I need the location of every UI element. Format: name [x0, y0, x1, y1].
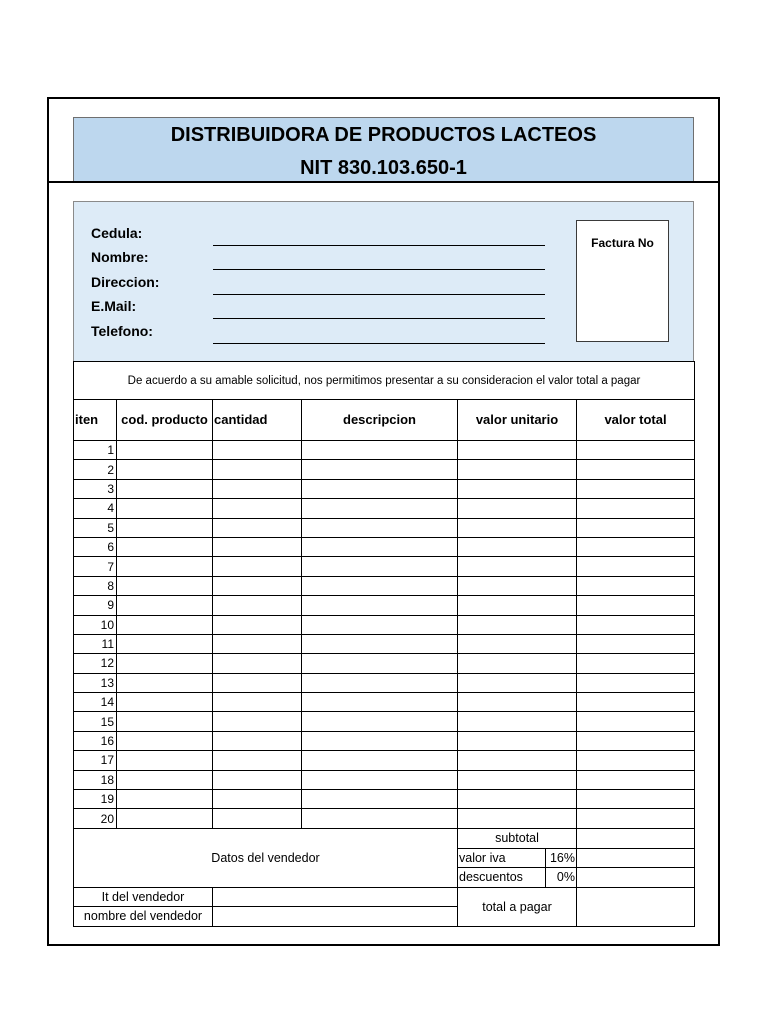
subtotal-row — [74, 828, 695, 848]
table-row — [74, 654, 695, 673]
cell-descripcion — [302, 751, 458, 770]
table-row — [74, 499, 695, 518]
cell-valor-total — [577, 790, 695, 809]
cell-valor-unitario — [458, 576, 577, 595]
direccion-field — [91, 273, 551, 295]
cell-cod-producto — [117, 576, 213, 595]
cell-valor-total — [577, 576, 695, 595]
cell-iten: 2 — [74, 460, 117, 479]
cell-descripcion — [302, 479, 458, 498]
cell-valor-unitario — [458, 751, 577, 770]
cell-valor-total — [577, 537, 695, 556]
cell-valor-unitario — [458, 693, 577, 712]
nombre-field — [91, 248, 551, 270]
cell-valor-total — [577, 731, 695, 750]
cell-iten: 16 — [74, 731, 117, 750]
cell-valor-unitario — [458, 596, 577, 615]
cell-descripcion — [302, 809, 458, 828]
cell-valor-total — [577, 809, 695, 828]
telefono-field — [91, 322, 551, 344]
cell-iten: 13 — [74, 673, 117, 692]
intro-text: De acuerdo a su amable solicitud, nos permitimos presentar a su consideracion el valor total a pagar — [74, 362, 695, 400]
table-row — [74, 634, 695, 653]
cell-iten: 8 — [74, 576, 117, 595]
table-row — [74, 693, 695, 712]
cell-cod-producto — [117, 790, 213, 809]
descuentos-rate: 0% — [546, 867, 577, 887]
table-row — [74, 596, 695, 615]
cell-descripcion — [302, 499, 458, 518]
cell-iten: 5 — [74, 518, 117, 537]
nombre-label: Nombre: — [91, 249, 149, 266]
cell-cod-producto — [117, 518, 213, 537]
table-row — [74, 479, 695, 498]
cell-descripcion — [302, 673, 458, 692]
cell-cantidad — [213, 634, 302, 653]
cell-valor-total — [577, 770, 695, 789]
nit-number: NIT 830.103.650-1 — [300, 157, 467, 179]
table-row — [74, 615, 695, 634]
cedula-field — [91, 224, 551, 246]
cell-valor-unitario — [458, 557, 577, 576]
cell-iten: 20 — [74, 809, 117, 828]
cell-cod-producto — [117, 615, 213, 634]
cell-descripcion — [302, 596, 458, 615]
nombre-blank-line — [213, 269, 545, 270]
cell-descripcion — [302, 518, 458, 537]
cell-valor-total — [577, 518, 695, 537]
cell-descripcion — [302, 790, 458, 809]
cell-iten: 18 — [74, 770, 117, 789]
invoice-number-label: Factura No — [591, 236, 654, 250]
cell-cantidad — [213, 693, 302, 712]
table-row — [74, 751, 695, 770]
cell-iten: 14 — [74, 693, 117, 712]
cell-cantidad — [213, 731, 302, 750]
seller-id-row — [74, 887, 695, 906]
cell-valor-unitario — [458, 460, 577, 479]
cell-descripcion — [302, 634, 458, 653]
iva-value — [577, 848, 695, 867]
cell-descripcion — [302, 576, 458, 595]
telefono-blank-line — [213, 343, 545, 344]
cell-iten: 9 — [74, 596, 117, 615]
cell-cod-producto — [117, 479, 213, 498]
direccion-blank-line — [213, 294, 545, 295]
cell-cantidad — [213, 557, 302, 576]
cell-cantidad — [213, 751, 302, 770]
company-name: DISTRIBUIDORA DE PRODUCTOS LACTEOS — [170, 124, 597, 146]
cell-valor-total — [577, 615, 695, 634]
col-header-iten: iten — [74, 400, 117, 441]
table-header-row — [74, 400, 695, 441]
cell-cod-producto — [117, 673, 213, 692]
cell-cantidad — [213, 499, 302, 518]
email-label: E.Mail: — [91, 298, 137, 315]
cell-valor-unitario — [458, 499, 577, 518]
col-header-cantidad: cantidad — [213, 400, 302, 441]
table-row — [74, 712, 695, 731]
direccion-label: Direccion: — [91, 273, 160, 290]
cell-valor-total — [577, 654, 695, 673]
cell-valor-total — [577, 712, 695, 731]
seller-id-label: It del vendedor — [74, 887, 213, 906]
col-header-valor-unitario: valor unitario — [458, 400, 577, 441]
subtotal-label: subtotal — [458, 828, 577, 848]
cell-cantidad — [213, 518, 302, 537]
cell-valor-unitario — [458, 441, 577, 460]
col-header-descripcion: descripcion — [302, 400, 458, 441]
cell-cod-producto — [117, 634, 213, 653]
cell-cod-producto — [117, 712, 213, 731]
cell-valor-total — [577, 634, 695, 653]
cell-iten: 7 — [74, 557, 117, 576]
cell-valor-unitario — [458, 712, 577, 731]
table-row — [74, 770, 695, 789]
cell-descripcion — [302, 441, 458, 460]
cell-cod-producto — [117, 809, 213, 828]
cell-iten: 6 — [74, 537, 117, 556]
cell-valor-unitario — [458, 615, 577, 634]
cell-descripcion — [302, 615, 458, 634]
cell-cantidad — [213, 673, 302, 692]
cell-valor-unitario — [458, 673, 577, 692]
cell-cantidad — [213, 654, 302, 673]
cell-descripcion — [302, 693, 458, 712]
seller-name-label: nombre del vendedor — [74, 906, 213, 926]
cell-cod-producto — [117, 537, 213, 556]
cedula-blank-line — [213, 245, 545, 246]
telefono-label: Telefono: — [91, 322, 153, 339]
cell-descripcion — [302, 537, 458, 556]
table-row — [74, 441, 695, 460]
table-row — [74, 731, 695, 750]
cell-valor-total — [577, 596, 695, 615]
col-header-valor-total: valor total — [577, 400, 695, 441]
header-box — [73, 117, 694, 182]
cell-valor-total — [577, 693, 695, 712]
cell-cod-producto — [117, 460, 213, 479]
invoice-number-box — [576, 220, 669, 342]
cell-cod-producto — [117, 751, 213, 770]
cell-descripcion — [302, 654, 458, 673]
table-row — [74, 790, 695, 809]
email-blank-line — [213, 318, 545, 319]
customer-info-box — [73, 201, 694, 362]
seller-id-value — [213, 887, 458, 906]
cell-valor-total — [577, 499, 695, 518]
cell-cantidad — [213, 615, 302, 634]
cell-cantidad — [213, 596, 302, 615]
table-row — [74, 809, 695, 828]
cell-valor-total — [577, 441, 695, 460]
seller-name-value — [213, 906, 458, 926]
cell-cod-producto — [117, 499, 213, 518]
cell-cantidad — [213, 460, 302, 479]
cell-iten: 11 — [74, 634, 117, 653]
total-label: total a pagar — [458, 887, 577, 926]
table-row — [74, 537, 695, 556]
cell-cantidad — [213, 576, 302, 595]
cell-descripcion — [302, 557, 458, 576]
table-row — [74, 460, 695, 479]
subtotal-value — [577, 828, 695, 848]
cell-iten: 4 — [74, 499, 117, 518]
cell-valor-unitario — [458, 790, 577, 809]
cell-valor-unitario — [458, 537, 577, 556]
cell-cantidad — [213, 809, 302, 828]
cell-descripcion — [302, 731, 458, 750]
col-header-cod-producto: cod. producto — [117, 400, 213, 441]
frame-divider — [47, 181, 720, 183]
cell-valor-unitario — [458, 479, 577, 498]
cell-cod-producto — [117, 441, 213, 460]
cell-valor-total — [577, 673, 695, 692]
cell-cantidad — [213, 479, 302, 498]
total-value — [577, 887, 695, 926]
cell-descripcion — [302, 712, 458, 731]
cell-iten: 15 — [74, 712, 117, 731]
cell-cantidad — [213, 770, 302, 789]
email-field — [91, 297, 551, 319]
cell-cantidad — [213, 441, 302, 460]
cell-valor-unitario — [458, 731, 577, 750]
cell-cod-producto — [117, 693, 213, 712]
cedula-label: Cedula: — [91, 225, 143, 241]
cell-valor-unitario — [458, 518, 577, 537]
table-row — [74, 576, 695, 595]
cell-cantidad — [213, 790, 302, 809]
cell-iten: 1 — [74, 441, 117, 460]
table-row — [74, 557, 695, 576]
cell-valor-total — [577, 751, 695, 770]
iva-label: valor iva — [458, 848, 546, 867]
cell-descripcion — [302, 770, 458, 789]
cell-valor-unitario — [458, 634, 577, 653]
cell-cod-producto — [117, 770, 213, 789]
cell-iten: 12 — [74, 654, 117, 673]
cell-valor-unitario — [458, 770, 577, 789]
cell-valor-total — [577, 557, 695, 576]
table-row — [74, 673, 695, 692]
iva-rate: 16% — [546, 848, 577, 867]
cell-valor-unitario — [458, 654, 577, 673]
cell-cantidad — [213, 712, 302, 731]
items-table — [73, 361, 695, 927]
table-row — [74, 518, 695, 537]
cell-descripcion — [302, 460, 458, 479]
cell-cantidad — [213, 537, 302, 556]
cell-iten: 17 — [74, 751, 117, 770]
cell-cod-producto — [117, 731, 213, 750]
cell-cod-producto — [117, 596, 213, 615]
cell-iten: 10 — [74, 615, 117, 634]
cell-valor-total — [577, 460, 695, 479]
cell-cod-producto — [117, 557, 213, 576]
intro-row — [74, 362, 695, 400]
cell-cod-producto — [117, 654, 213, 673]
cell-iten: 3 — [74, 479, 117, 498]
descuentos-value — [577, 867, 695, 887]
cell-valor-unitario — [458, 809, 577, 828]
cell-iten: 19 — [74, 790, 117, 809]
seller-section-title: Datos del vendedor — [74, 828, 458, 887]
descuentos-label: descuentos — [458, 867, 546, 887]
cell-valor-total — [577, 479, 695, 498]
